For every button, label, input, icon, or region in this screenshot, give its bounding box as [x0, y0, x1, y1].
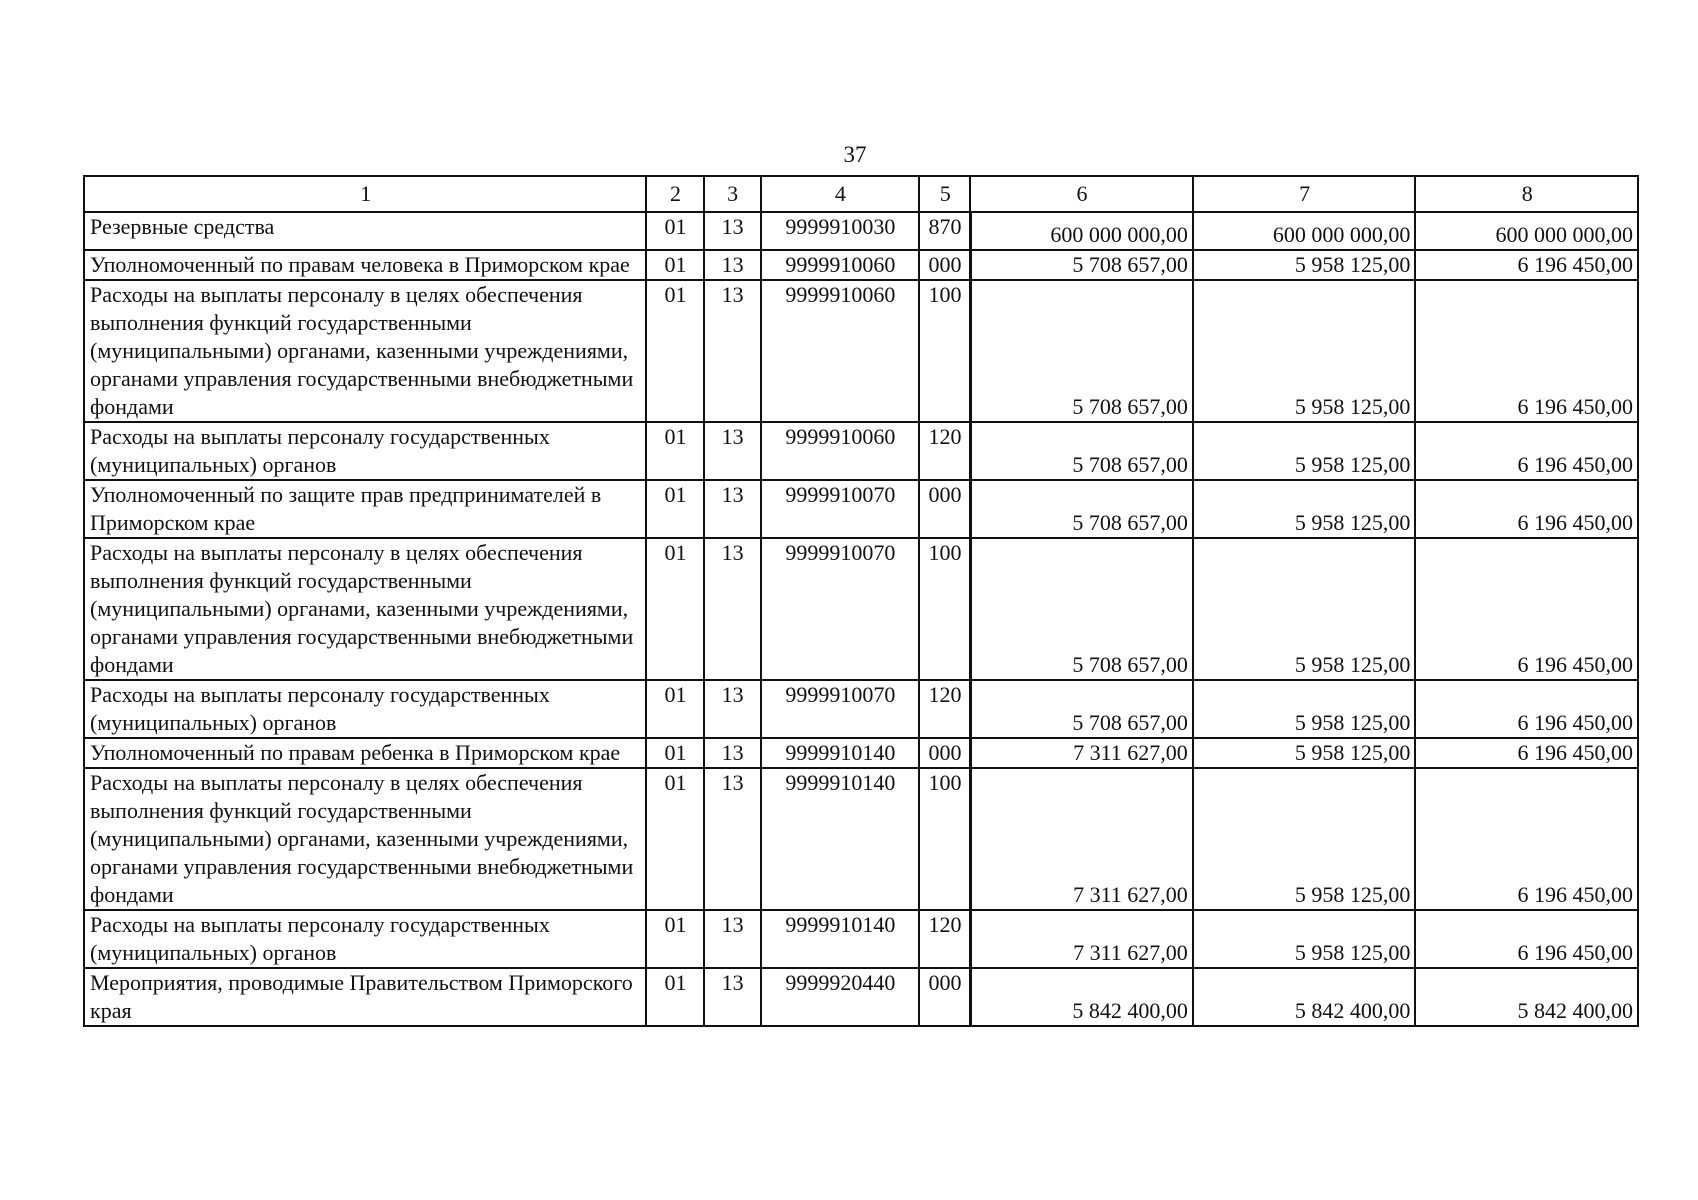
expense-kind-cell: 870: [919, 212, 970, 250]
header-cell-3: 3: [704, 176, 761, 212]
target-article-cell: 9999910070: [761, 680, 919, 738]
expense-kind-cell: 120: [919, 422, 970, 480]
amount-col8-cell: 6 196 450,00: [1415, 538, 1638, 680]
expense-kind-cell: 100: [919, 538, 970, 680]
amount-col8-cell: 6 196 450,00: [1415, 738, 1638, 768]
expense-kind-cell: 120: [919, 680, 970, 738]
table-row: [84, 768, 1638, 910]
header-cell-5: 5: [919, 176, 970, 212]
section-code-cell: 01: [646, 212, 703, 250]
header-cell-7: 7: [1193, 176, 1416, 212]
amount-col6-cell: 5 708 657,00: [970, 538, 1193, 680]
amount-col7-cell: 5 958 125,00: [1193, 680, 1416, 738]
amount-col6-cell: 5 708 657,00: [970, 250, 1193, 280]
subsection-code-cell: 13: [704, 480, 761, 538]
amount-col6-cell: 600 000 000,00: [970, 212, 1193, 250]
amount-col7-cell: 600 000 000,00: [1193, 212, 1416, 250]
row-name-cell: Мероприятия, проводимые Правительством Приморского края: [84, 968, 646, 1026]
amount-col7-cell: 5 958 125,00: [1193, 280, 1416, 422]
amount-col8-cell: 6 196 450,00: [1415, 910, 1638, 968]
amount-col7-cell: 5 958 125,00: [1193, 768, 1416, 910]
target-article-cell: 9999910060: [761, 250, 919, 280]
amount-col6-cell: 5 708 657,00: [970, 480, 1193, 538]
amount-col6-cell: 5 708 657,00: [970, 280, 1193, 422]
table-body: [84, 212, 1638, 1026]
section-code-cell: 01: [646, 968, 703, 1026]
section-code-cell: 01: [646, 538, 703, 680]
amount-col6-cell: 5 708 657,00: [970, 422, 1193, 480]
section-code-cell: 01: [646, 280, 703, 422]
amount-col6-cell: 7 311 627,00: [970, 910, 1193, 968]
expense-kind-cell: 000: [919, 480, 970, 538]
row-name-cell: Расходы на выплаты персоналу государственных (муниципальных) органов: [84, 422, 646, 480]
table-row: [84, 250, 1638, 280]
section-code-cell: 01: [646, 680, 703, 738]
row-name-cell: Расходы на выплаты персоналу в целях обеспечения выполнения функций государственными (муниципальными) органами, казенными учреждениями, органами управления государственными внебюджетными фондами: [84, 768, 646, 910]
subsection-code-cell: 13: [704, 910, 761, 968]
target-article-cell: 9999910060: [761, 280, 919, 422]
table-row: [84, 968, 1638, 1026]
row-name-cell: Расходы на выплаты персоналу в целях обеспечения выполнения функций государственными (муниципальными) органами, казенными учреждениями, органами управления государственными внебюджетными фондами: [84, 280, 646, 422]
header-cell-4: 4: [761, 176, 919, 212]
amount-col8-cell: 6 196 450,00: [1415, 768, 1638, 910]
table-row: [84, 422, 1638, 480]
amount-col6-cell: 5 708 657,00: [970, 680, 1193, 738]
table-row: [84, 538, 1638, 680]
section-code-cell: 01: [646, 480, 703, 538]
subsection-code-cell: 13: [704, 422, 761, 480]
table-row: [84, 212, 1638, 250]
header-cell-8: 8: [1415, 176, 1638, 212]
target-article-cell: 9999910030: [761, 212, 919, 250]
subsection-code-cell: 13: [704, 280, 761, 422]
amount-col8-cell: 600 000 000,00: [1415, 212, 1638, 250]
target-article-cell: 9999910140: [761, 768, 919, 910]
subsection-code-cell: 13: [704, 968, 761, 1026]
section-code-cell: 01: [646, 768, 703, 910]
target-article-cell: 9999910060: [761, 422, 919, 480]
expense-kind-cell: 000: [919, 250, 970, 280]
expense-kind-cell: 100: [919, 768, 970, 910]
table-row: [84, 680, 1638, 738]
table-row: [84, 910, 1638, 968]
amount-col8-cell: 6 196 450,00: [1415, 422, 1638, 480]
header-cell-1: 1: [84, 176, 646, 212]
section-code-cell: 01: [646, 738, 703, 768]
target-article-cell: 9999910140: [761, 738, 919, 768]
expense-kind-cell: 100: [919, 280, 970, 422]
budget-table: [83, 175, 1639, 1027]
amount-col8-cell: 6 196 450,00: [1415, 280, 1638, 422]
subsection-code-cell: 13: [704, 768, 761, 910]
amount-col6-cell: 7 311 627,00: [970, 768, 1193, 910]
table-header: [84, 176, 1638, 212]
section-code-cell: 01: [646, 250, 703, 280]
section-code-cell: 01: [646, 910, 703, 968]
amount-col8-cell: 6 196 450,00: [1415, 250, 1638, 280]
expense-kind-cell: 120: [919, 910, 970, 968]
amount-col8-cell: 6 196 450,00: [1415, 480, 1638, 538]
subsection-code-cell: 13: [704, 680, 761, 738]
amount-col7-cell: 5 958 125,00: [1193, 480, 1416, 538]
header-cell-2: 2: [646, 176, 703, 212]
row-name-cell: Уполномоченный по защите прав предпринимателей в Приморском крае: [84, 480, 646, 538]
table-row: [84, 280, 1638, 422]
amount-col7-cell: 5 958 125,00: [1193, 250, 1416, 280]
amount-col7-cell: 5 958 125,00: [1193, 538, 1416, 680]
amount-col7-cell: 5 958 125,00: [1193, 910, 1416, 968]
target-article-cell: 9999920440: [761, 968, 919, 1026]
amount-col7-cell: 5 958 125,00: [1193, 422, 1416, 480]
amount-col7-cell: 5 842 400,00: [1193, 968, 1416, 1026]
row-name-cell: Уполномоченный по правам человека в Приморском крае: [84, 250, 646, 280]
amount-col6-cell: 7 311 627,00: [970, 738, 1193, 768]
table-row: [84, 480, 1638, 538]
subsection-code-cell: 13: [704, 212, 761, 250]
row-name-cell: Уполномоченный по правам ребенка в Приморском крае: [84, 738, 646, 768]
amount-col8-cell: 6 196 450,00: [1415, 680, 1638, 738]
amount-col6-cell: 5 842 400,00: [970, 968, 1193, 1026]
target-article-cell: 9999910070: [761, 538, 919, 680]
subsection-code-cell: 13: [704, 738, 761, 768]
row-name-cell: Расходы на выплаты персоналу в целях обеспечения выполнения функций государственными (муниципальными) органами, казенными учреждениями, органами управления государственными внебюджетными фондами: [84, 538, 646, 680]
header-row: [84, 176, 1638, 212]
amount-col7-cell: 5 958 125,00: [1193, 738, 1416, 768]
subsection-code-cell: 13: [704, 538, 761, 680]
table-row: [84, 738, 1638, 768]
amount-col8-cell: 5 842 400,00: [1415, 968, 1638, 1026]
subsection-code-cell: 13: [704, 250, 761, 280]
target-article-cell: 9999910140: [761, 910, 919, 968]
target-article-cell: 9999910070: [761, 480, 919, 538]
expense-kind-cell: 000: [919, 738, 970, 768]
row-name-cell: Резервные средства: [84, 212, 646, 250]
header-cell-6: 6: [970, 176, 1193, 212]
expense-kind-cell: 000: [919, 968, 970, 1026]
row-name-cell: Расходы на выплаты персоналу государственных (муниципальных) органов: [84, 680, 646, 738]
row-name-cell: Расходы на выплаты персоналу государственных (муниципальных) органов: [84, 910, 646, 968]
page-number: 37: [843, 142, 867, 167]
section-code-cell: 01: [646, 422, 703, 480]
